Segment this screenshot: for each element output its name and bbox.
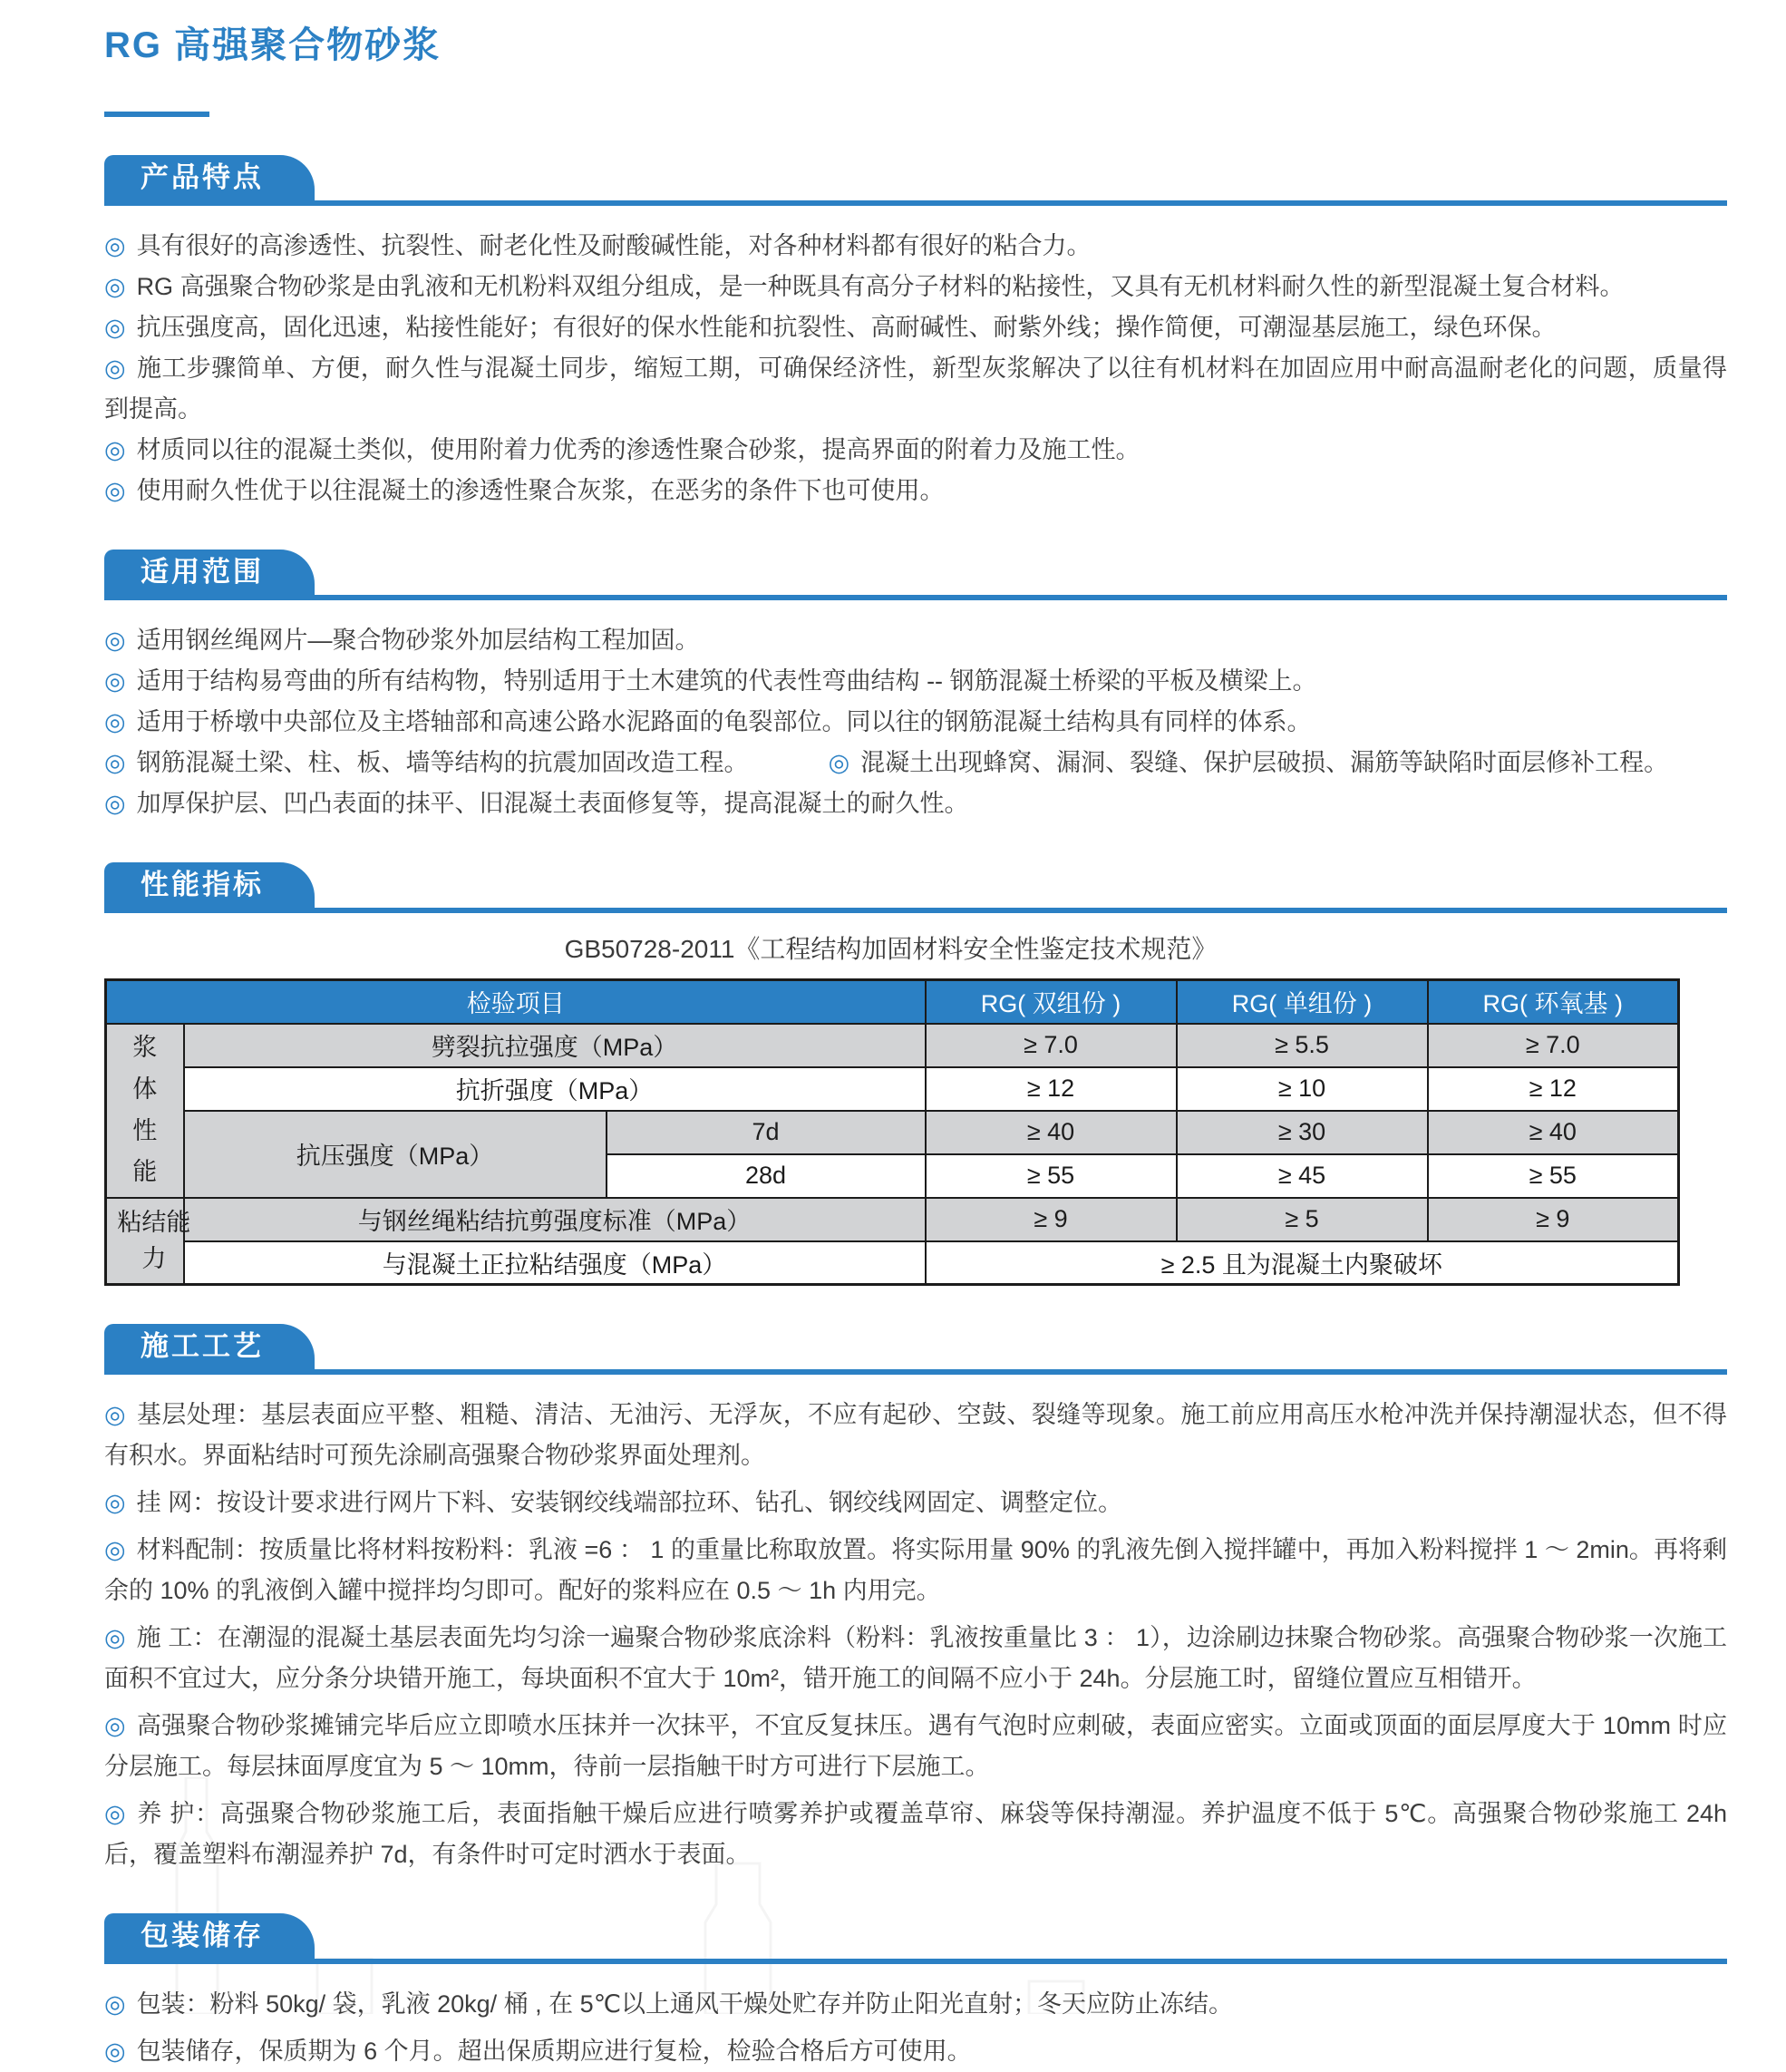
- section-packaging: [104, 1913, 1727, 2072]
- double-circle-bullet-icon: ◎: [104, 1536, 126, 1563]
- col-header-rg-single: RG( 单组份 ): [1177, 980, 1428, 1024]
- bullet-text: 养 护：高强聚合物砂浆施工后，表面指触干燥后应进行喷雾养护或覆盖草帘、麻袋等保持潮湿。养护温度不低于 5℃。高强聚合物砂浆施工 24h 后，覆盖塑料布潮湿养护 7d，有条件时可定时洒水于表面。: [104, 1800, 1728, 1868]
- bullet-text: 适用于桥墩中央部位及主塔轴部和高速公路水泥路面的龟裂部位。同以往的钢筋混凝土结构具有同样的体系。: [136, 708, 1312, 735]
- value-cell: ≥ 9: [1428, 1198, 1679, 1241]
- bullet-text: 具有很好的高渗透性、抗裂性、耐老化性及耐酸碱性能，对各种材料都有很好的粘合力。: [136, 232, 1092, 259]
- section-header-features: [104, 155, 1727, 206]
- section-performance: [104, 862, 1727, 1286]
- section-badge-packaging: 包装储存: [104, 1913, 315, 1959]
- value-cell: ≥ 30: [1177, 1111, 1428, 1154]
- group-label: 粘结能力: [117, 1208, 191, 1273]
- col-header-item: 检验项目: [106, 980, 926, 1024]
- bullet-text: 钢筋混凝土梁、柱、板、墙等结构的抗震加固改造工程。: [136, 749, 749, 776]
- bullet-text: 施工步骤简单、方便，耐久性与混凝土同步，缩短工期，可确保经济性，新型灰浆解决了以往有机材料在加固应用中耐高温耐老化的问题，质量得到提高。: [104, 355, 1728, 423]
- title-underline: [104, 112, 209, 117]
- item-cell: 抗折强度（MPa）: [184, 1067, 926, 1111]
- section-header-performance: [104, 862, 1727, 913]
- table-row: [106, 1241, 1679, 1285]
- packaging-bullet-list: [104, 1984, 1727, 2072]
- value-cell: ≥ 7.0: [1428, 1024, 1679, 1067]
- bullet-item: [104, 1618, 1727, 1699]
- subitem-cell: 28d: [607, 1154, 926, 1198]
- section-header-construction: [104, 1324, 1727, 1375]
- group-cell-bond: [106, 1198, 191, 1285]
- section-badge-performance: 性能指标: [104, 862, 315, 908]
- section-scope: [104, 550, 1727, 824]
- double-circle-bullet-icon: ◎: [104, 667, 126, 695]
- bullet-text: 使用耐久性优于以往混凝土的渗透性聚合灰浆，在恶劣的条件下也可使用。: [136, 477, 945, 504]
- bullet-item: [104, 430, 1727, 471]
- table-row: [106, 1067, 1679, 1111]
- performance-table: [104, 978, 1680, 1286]
- table-header-row: [106, 980, 1679, 1024]
- section-badge-construction: 施工工艺: [104, 1324, 315, 1369]
- value-cell: ≥ 5: [1177, 1198, 1428, 1241]
- bullet-item: [104, 1483, 1727, 1523]
- double-circle-bullet-icon: ◎: [104, 1624, 126, 1651]
- section-badge-features: 产品特点: [104, 155, 315, 200]
- bullet-item: [104, 307, 1727, 348]
- value-cell: ≥ 9: [926, 1198, 1177, 1241]
- bullet-text: 包装储存，保质期为 6 个月。超出保质期应进行复检，检验合格后方可使用。: [136, 2038, 972, 2065]
- group-cell-slurry: [106, 1024, 184, 1198]
- double-circle-bullet-icon: ◎: [104, 232, 126, 259]
- bullet-item: [104, 783, 1727, 824]
- value-cell: ≥ 5.5: [1177, 1024, 1428, 1067]
- bullet-text: 材质同以往的混凝土类似，使用附着力优秀的渗透性聚合砂浆，提高界面的附着力及施工性。: [136, 436, 1141, 463]
- value-cell: ≥ 40: [1428, 1111, 1679, 1154]
- bullet-item: [104, 1984, 1727, 2025]
- section-features: [104, 155, 1727, 511]
- construction-bullet-list: [104, 1395, 1727, 1875]
- double-circle-bullet-icon: ◎: [104, 1489, 126, 1516]
- value-cell: ≥ 55: [1428, 1154, 1679, 1198]
- col-header-rg-double: RG( 双组份 ): [926, 980, 1177, 1024]
- double-circle-bullet-icon: ◎: [104, 477, 126, 504]
- bullet-item: [104, 267, 1727, 307]
- bullet-item: [104, 1706, 1727, 1787]
- bullet-item-double: [104, 743, 1727, 783]
- page-title: RG 高强聚合物砂浆: [104, 25, 442, 65]
- double-circle-bullet-icon: ◎: [104, 314, 126, 341]
- value-cell: ≥ 12: [1428, 1067, 1679, 1111]
- bullet-item: [104, 348, 1727, 430]
- bullet-item: [104, 226, 1727, 267]
- bullet-text: 高强聚合物砂浆摊铺完毕后应立即喷水压抹并一次抹平，不宜反复抹压。遇有气泡时应刺破，表面应密实。立面或顶面的面层厚度大于 10mm 时应分层施工。每层抹面厚度宜为 5 ～ 10mm，待前一层指触干时方可进行下层施工。: [104, 1712, 1728, 1780]
- section-construction: [104, 1324, 1727, 1875]
- value-cell: ≥ 55: [926, 1154, 1177, 1198]
- bullet-text: 基层处理：基层表面应平整、粗糙、清洁、无油污、无浮灰，不应有起砂、空鼓、裂缝等现象。施工前应用高压水枪冲洗并保持潮湿状态，但不得有积水。界面粘结时可预先涂刷高强聚合物砂浆界面处理剂。: [104, 1401, 1728, 1469]
- double-circle-bullet-icon: ◎: [104, 1800, 127, 1827]
- bullet-item: [104, 471, 1727, 511]
- bullet-text: 适用钢丝绳网片—聚合物砂浆外加层结构工程加固。: [136, 627, 700, 654]
- bullet-text: 适用于结构易弯曲的所有结构物，特别适用于土木建筑的代表性弯曲结构 -- 钢筋混凝土桥梁的平板及横梁上。: [136, 667, 1317, 695]
- table-row: [106, 1198, 1679, 1241]
- table-row: [106, 1111, 1679, 1154]
- bullet-item: [104, 620, 1727, 661]
- item-cell: 与钢丝绳粘结抗剪强度标准（MPa）: [184, 1198, 926, 1241]
- scope-bullet-list: [104, 620, 1727, 824]
- double-circle-bullet-icon: ◎: [104, 1990, 126, 2018]
- item-cell: 与混凝土正拉粘结强度（MPa）: [184, 1241, 926, 1285]
- bullet-item: [104, 2031, 1727, 2072]
- bullet-text: RG 高强聚合物砂浆是由乳液和无机粉料双组分组成，是一种既具有高分子材料的粘接性，又具有无机材料耐久性的新型混凝土复合材料。: [136, 273, 1625, 300]
- double-circle-bullet-icon: ◎: [828, 749, 850, 776]
- group-label: 浆体性能: [132, 1033, 158, 1186]
- bullet-item: [104, 1395, 1727, 1476]
- section-header-packaging: [104, 1913, 1727, 1964]
- value-cell: ≥ 10: [1177, 1067, 1428, 1111]
- bullet-item: [104, 661, 1727, 702]
- table-row: [106, 1024, 1679, 1067]
- double-circle-bullet-icon: ◎: [104, 1712, 126, 1739]
- item-cell-compressive: 抗压强度（MPa）: [184, 1111, 607, 1198]
- col-header-rg-epoxy: RG( 环氧基 ): [1428, 980, 1679, 1024]
- value-cell: ≥ 40: [926, 1111, 1177, 1154]
- table-caption: GB50728-2011《工程结构加固材料安全性鉴定技术规范》: [564, 935, 1218, 963]
- bullet-text: 施 工：在潮湿的混凝土基层表面先均匀涂一遍聚合物砂浆底涂料（粉料：乳液按重量比 3 ： 1），边涂刷边抹聚合物砂浆。高强聚合物砂浆一次施工面积不宜过大，应分条分块错开施工，每块面积不宜大于 10m²，错开施工的间隔不应小于 24h。分层施工时，留缝位置应互相错开。: [104, 1624, 1727, 1692]
- double-circle-bullet-icon: ◎: [104, 2038, 126, 2065]
- double-circle-bullet-icon: ◎: [104, 627, 126, 654]
- item-cell: 劈裂抗拉强度（MPa）: [184, 1024, 926, 1067]
- bullet-item: [104, 1530, 1727, 1611]
- value-cell: ≥ 12: [926, 1067, 1177, 1111]
- section-badge-scope: 适用范围: [104, 550, 315, 595]
- value-cell: ≥ 7.0: [926, 1024, 1177, 1067]
- features-bullet-list: [104, 226, 1727, 511]
- value-cell: ≥ 45: [1177, 1154, 1428, 1198]
- bullet-text: 混凝土出现蜂窝、漏洞、裂缝、保护层破损、漏筋等缺陷时面层修补工程。: [860, 749, 1669, 776]
- bullet-text: 加厚保护层、凹凸表面的抹平、旧混凝土表面修复等，提高混凝土的耐久性。: [136, 790, 969, 817]
- double-circle-bullet-icon: ◎: [104, 749, 126, 776]
- bullet-text: 挂 网：按设计要求进行网片下料、安装钢绞线端部拉环、钻孔、钢绞线网固定、调整定位。: [136, 1489, 1123, 1516]
- bullet-text: 材料配制：按质量比将材料按粉料：乳液 =6 ： 1 的重量比称取放置。将实际用量 90% 的乳液先倒入搅拌罐中，再加入粉料搅拌 1 ～ 2min。再将剩余的 10% 的乳液倒入罐中搅拌均匀即可。配好的浆料应在 0.5 ～ 1h 内用完。: [104, 1536, 1728, 1604]
- value-cell-merged: ≥ 2.5 且为混凝土内聚破坏: [926, 1241, 1679, 1285]
- subitem-cell: 7d: [607, 1111, 926, 1154]
- bullet-item: [104, 702, 1727, 743]
- double-circle-bullet-icon: ◎: [104, 436, 126, 463]
- bullet-text: 包装：粉料 50kg/ 袋，乳液 20kg/ 桶 , 在 5℃以上通风干燥处贮存并防止阳光直射；冬天应防止冻结。: [136, 1990, 1234, 2018]
- double-circle-bullet-icon: ◎: [104, 355, 126, 382]
- double-circle-bullet-icon: ◎: [104, 708, 126, 735]
- section-header-scope: [104, 550, 1727, 600]
- double-circle-bullet-icon: ◎: [104, 1401, 126, 1428]
- double-circle-bullet-icon: ◎: [104, 790, 126, 817]
- bullet-item: [104, 1794, 1727, 1875]
- double-circle-bullet-icon: ◎: [104, 273, 126, 300]
- bullet-text: 抗压强度高，固化迅速，粘接性能好；有很好的保水性能和抗裂性、高耐碱性、耐紫外线；操作简便，可潮湿基层施工，绿色环保。: [136, 314, 1557, 341]
